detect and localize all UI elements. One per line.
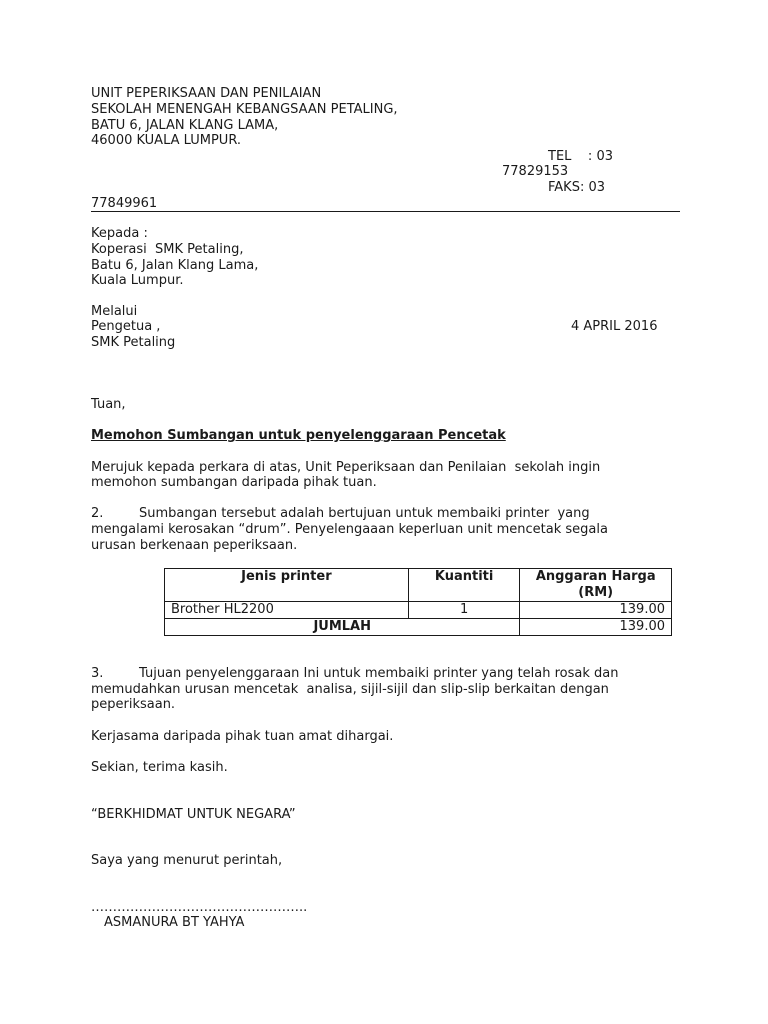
sender-line-1: UNIT PEPERIKSAAN DAN PENILAIAN xyxy=(91,86,322,101)
header-kuantiti: Kuantiti xyxy=(408,569,520,602)
subject-line: Memohon Sumbangan untuk penyelenggaraan Pencetak xyxy=(91,428,506,443)
para2-number: 2. xyxy=(91,506,104,521)
header-anggaran-harga-line-2: (RM) xyxy=(578,585,614,600)
para1-line-1: Merujuk kepada perkara di atas, Unit Peperiksaan dan Penilaian sekolah ingin xyxy=(91,460,601,475)
para3-text-1: Tujuan penyelenggaraan Ini untuk membaiki printer yang telah rosak dan xyxy=(139,666,619,681)
recipient-line-1: Koperasi SMK Petaling, xyxy=(91,242,244,257)
motto-line: “BERKHIDMAT UNTUK NEGARA” xyxy=(91,807,296,822)
header-anggaran-harga xyxy=(520,569,672,602)
via-line-1: Pengetua , xyxy=(91,319,161,334)
tel-label: TEL : 03 xyxy=(548,149,613,164)
cell-item: Brother HL2200 xyxy=(165,602,409,619)
sender-line-3: BATU 6, JALAN KLANG LAMA, xyxy=(91,118,279,133)
para1-line-2: memohon sumbangan daripada pihak tuan. xyxy=(91,475,377,490)
header-jenis-printer: Jenis printer xyxy=(165,569,409,602)
fax-label: FAKS: 03 xyxy=(548,180,606,195)
sender-line-2: SEKOLAH MENENGAH KEBANGSAAN PETALING, xyxy=(91,102,398,117)
tel-number: 77829153 xyxy=(502,164,569,179)
via-line-2: SMK Petaling xyxy=(91,335,176,350)
cell-total-value: 139.00 xyxy=(520,619,672,636)
table-total-row xyxy=(165,619,672,636)
para2-text-1: Sumbangan tersebut adalah bertujuan untuk membaiki printer yang xyxy=(139,506,590,521)
para2-line-3: urusan berkenaan peperiksaan. xyxy=(91,538,298,553)
signatory-name: ASMANURA BT YAHYA xyxy=(104,915,245,930)
letter-date: 4 APRIL 2016 xyxy=(571,319,658,334)
via-heading: Melalui xyxy=(91,304,138,319)
fax-number: 77849961 xyxy=(91,196,158,211)
para3-line-1 xyxy=(91,666,618,682)
appreciation-line: Kerjasama daripada pihak tuan amat dihargai. xyxy=(91,729,394,744)
cell-qty: 1 xyxy=(408,602,520,619)
table-row xyxy=(165,602,672,619)
para3-line-2: memudahkan urusan mencetak analisa, sijil-sijil dan slip-slip berkaitan dengan xyxy=(91,682,609,697)
printer-cost-table xyxy=(164,568,672,636)
header-anggaran-harga-line-1: Anggaran Harga xyxy=(535,569,656,584)
salutation: Tuan, xyxy=(91,397,126,412)
para3-line-3: peperiksaan. xyxy=(91,697,176,712)
thanks-line: Sekian, terima kasih. xyxy=(91,760,228,775)
para2-line-1 xyxy=(91,506,590,522)
recipient-heading: Kepada : xyxy=(91,226,148,241)
cell-price: 139.00 xyxy=(520,602,672,619)
sender-line-4: 46000 KUALA LUMPUR. xyxy=(91,133,242,148)
recipient-line-3: Kuala Lumpur. xyxy=(91,273,184,288)
table-header-row xyxy=(165,569,672,602)
para2-line-2: mengalami kerosakan “drum”. Penyelengaaan keperluan unit mencetak segala xyxy=(91,522,608,537)
para3-number: 3. xyxy=(91,666,104,681)
cell-total-label: JUMLAH xyxy=(165,619,520,636)
recipient-line-2: Batu 6, Jalan Klang Lama, xyxy=(91,258,259,273)
signature-line: ………………………………………….. xyxy=(91,900,308,915)
obedient-line: Saya yang menurut perintah, xyxy=(91,853,283,868)
header-divider xyxy=(91,211,680,212)
